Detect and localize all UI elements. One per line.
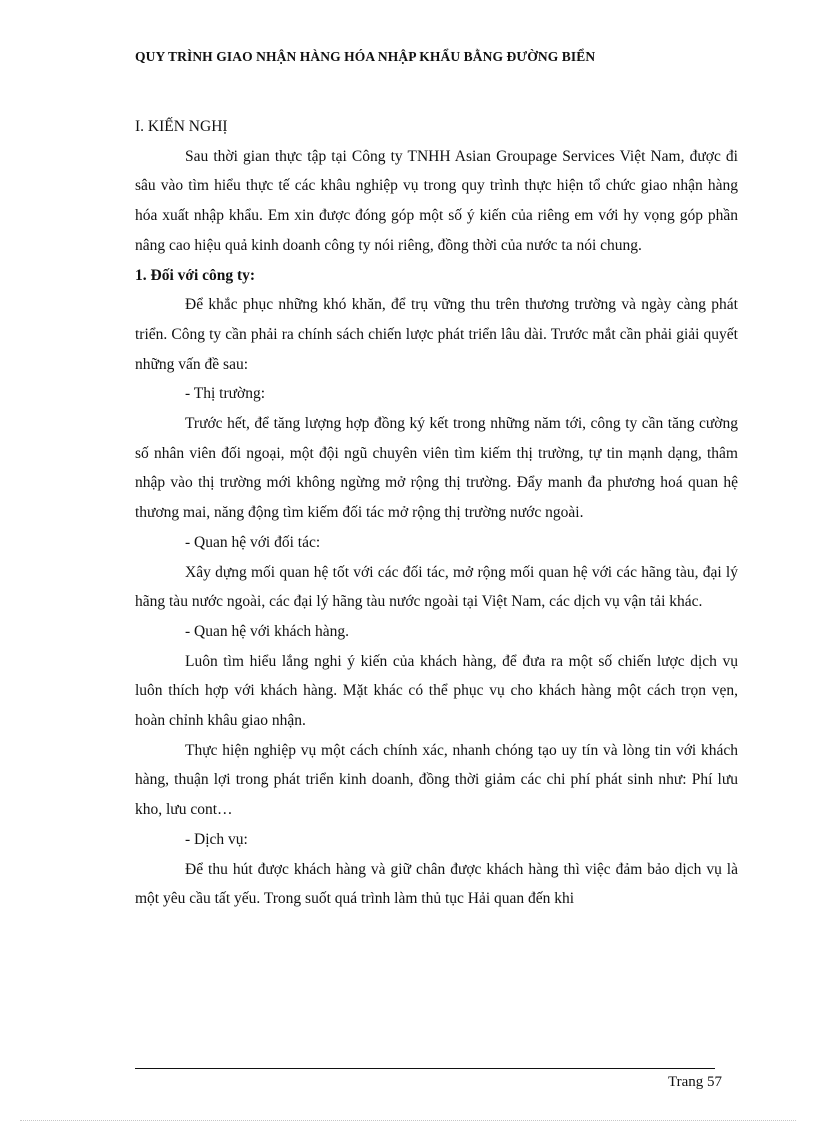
partner-label: - Quan hệ với đối tác: [185,533,321,551]
customer-paragraph-1: Luôn tìm hiểu lắng nghi ý kiến của khách hàng, để đưa ra một số chiến lược dịch vụ luôn thích hợp với khách hàng. Mặt khác có thể phục vụ cho khách hàng một cách trọn vẹn, hoàn chỉnh khâu giao nhận. [135,652,738,730]
partner-paragraph: Xây dựng mối quan hệ tốt với các đối tác, mở rộng mối quan hệ với các hãng tàu, đại lý hãng tàu nước ngoài, các đại lý hãng tàu nước ngoài tại Việt Nam, các dịch vụ vận tải khác. [135,563,738,611]
page-header-title: QUY TRÌNH GIAO NHẬN HÀNG HÓA NHẬP KHẨU BẰNG ĐƯỜNG BIỂN [135,49,596,64]
subsection-heading: 1. Đối với công ty: [135,266,256,284]
market-paragraph: Trước hết, để tăng lượng hợp đồng ký kết trong những năm tới, công ty cần tăng cường số nhân viên đối ngoại, một đội ngũ chuyên viên tìm kiếm thị trường, tự tin mạnh dạng, thâm nhập vào thị trường mới không ngừng mở rộng thị trường. Đẩy manh đa phương hoá quan hệ thương mai, năng động tìm kiếm đối tác mở rộng thị trường nước ngoài. [135,415,738,522]
market-label: - Thị trường: [185,385,266,403]
page-number: Trang 57 [668,1074,723,1090]
page-edge-dotted-line [20,1120,796,1121]
section-heading: I. KIẾN NGHỊ [135,118,228,135]
customer-paragraph-2: Thực hiện nghiệp vụ một cách chính xác, nhanh chóng tạo uy tín và lòng tin với khách hàng, thuận lợi trong phát triển kinh doanh, đồng thời giảm các chi phí phát sinh như: Phí lưu kho, lưu cont… [135,741,738,819]
service-paragraph: Để thu hút được khách hàng và giữ chân được khách hàng thì việc đảm bảo dịch vụ là một yêu cầu tất yếu. Trong suốt quá trình làm thủ tục Hải quan đến khi [135,860,738,908]
customer-label: - Quan hệ với khách hàng. [185,622,350,640]
footer-divider [135,1068,715,1069]
company-paragraph: Để khắc phục những khó khăn, để trụ vững thu trên thương trường và ngày càng phát triển. Công ty cần phải ra chính sách chiến lược phát triển lâu dài. Trước mắt cần phải giải quyết những vấn đề sau: [135,296,738,373]
document-body [135,112,738,914]
service-label: - Dịch vụ: [185,830,248,848]
intro-paragraph: Sau thời gian thực tập tại Công ty TNHH Asian Groupage Services Việt Nam, được đi sâu vào tìm hiểu thực tế các khâu nghiệp vụ trong quy trình thực hiện tổ chức giao nhận hàng hóa xuất nhập khẩu. Em xin được đóng góp một số ý kiến của riêng em với hy vọng góp phần nâng cao hiệu quả kinh doanh công ty nói riêng, đồng thời của nước ta nói chung. [135,147,738,254]
